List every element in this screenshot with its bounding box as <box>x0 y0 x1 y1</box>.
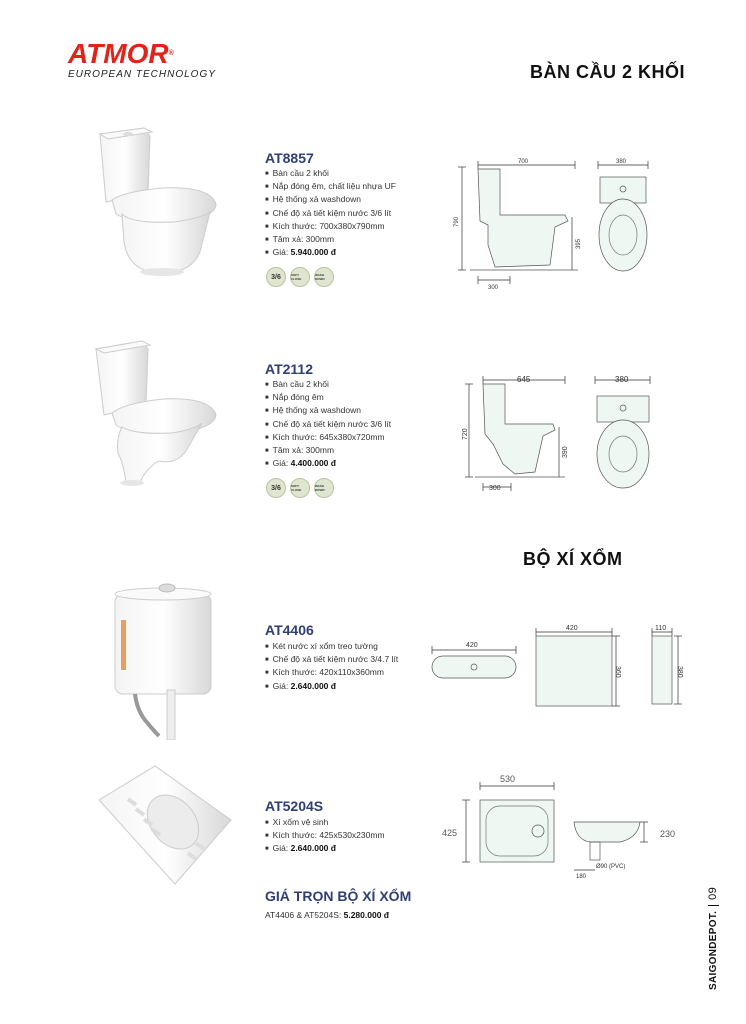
at2112-specs <box>265 379 391 471</box>
at5204s-code: AT5204S <box>265 798 324 814</box>
at4406-dim-depth: 110 <box>655 625 667 632</box>
wash-down-icon: WASH DOWN <box>314 267 334 287</box>
at4406-tank-image <box>105 580 215 740</box>
spec-item: ■ Chế độ xả tiết kiệm nước 3/4.7 lít <box>265 654 398 667</box>
spec-item: ■ Kích thước: 420x110x360mm <box>265 667 398 680</box>
spec-item: ■ Xí xổm vệ sinh <box>265 817 385 830</box>
at8857-dim-height: 790 <box>454 216 460 227</box>
at2112-dim-width: 645 <box>517 375 531 384</box>
spec-item: ■ Kích thước: 645x380x720mm <box>265 432 391 445</box>
at8857-dim-width: 700 <box>518 159 529 165</box>
combo-price-line: AT4406 & AT5204S: 5.280.000 đ <box>265 910 389 920</box>
spec-item: ■ Hệ thống xả washdown <box>265 194 396 207</box>
at8857-dimension-diagram <box>450 155 670 295</box>
spec-price: ■ Giá: 5.940.000 đ <box>265 247 396 260</box>
at8857-specs <box>265 168 396 260</box>
at8857-code: AT8857 <box>265 150 314 166</box>
spec-item: ■ Nắp đóng êm <box>265 392 391 405</box>
at8857-dim-outlet: 300 <box>488 285 499 291</box>
at5204s-dim-width: 425 <box>442 828 458 838</box>
footer-divider <box>708 905 719 906</box>
flush-3-6-icon: 3/6 <box>266 478 286 498</box>
at4406-dim-front-width: 420 <box>566 625 578 632</box>
spec-item: ■ Tâm xả: 300mm <box>265 445 391 458</box>
at2112-dim-outlet: 300 <box>489 485 501 492</box>
brand-logo <box>68 40 216 80</box>
at8857-dim-seat: 395 <box>576 238 582 249</box>
brand-name: ATMOR® <box>68 38 174 69</box>
at8857-dim-depth: 380 <box>616 159 627 165</box>
at5204s-dim-height: 230 <box>660 829 676 839</box>
spec-item: ■ Nắp đóng êm, chất liệu nhựa UF <box>265 181 396 194</box>
spec-price: ■ Giá: 2.640.000 đ <box>265 681 398 694</box>
at4406-dim-width: 420 <box>466 642 478 649</box>
flush-3-6-icon: 3/6 <box>266 267 286 287</box>
at5204s-dim-offset: 180 <box>576 874 587 880</box>
at5204s-dimension-diagram <box>440 770 690 882</box>
spec-price: ■ Giá: 4.400.000 đ <box>265 458 391 471</box>
spec-item: ■ Két nước xí xổm treo tường <box>265 641 398 654</box>
spec-item: ■ Kích thước: 425x530x230mm <box>265 830 385 843</box>
section-title-squat: BỘ XÍ XỔM <box>523 549 623 569</box>
at4406-specs <box>265 641 398 694</box>
at4406-code: AT4406 <box>265 622 314 638</box>
footer-site: SAIGONDEPOT. <box>708 910 719 990</box>
at4406-dim-side-height: 380 <box>676 666 683 678</box>
at2112-dimension-diagram <box>455 372 670 507</box>
spec-item: ■ Tâm xả: 300mm <box>265 234 396 247</box>
at2112-dim-depth: 380 <box>615 375 629 384</box>
at2112-dim-seat: 390 <box>562 446 569 458</box>
soft-close-icon: SOFT CLOSE <box>290 267 310 287</box>
at5204s-dim-length: 530 <box>500 774 516 784</box>
at5204s-dim-pipe: Ø90 (PVC) <box>596 864 626 870</box>
at2112-toilet-image <box>88 333 223 493</box>
at8857-badges <box>266 267 334 287</box>
combo-title: GIÁ TRỌN BỘ XÍ XỔM <box>265 888 412 904</box>
soft-close-icon: SOFT CLOSE <box>290 478 310 498</box>
at5204s-specs <box>265 817 385 857</box>
spec-item: ■ Bàn cầu 2 khối <box>265 168 396 181</box>
at2112-badges <box>266 478 334 498</box>
at4406-dim-height: 360 <box>614 666 621 678</box>
spec-item: ■ Bàn cầu 2 khối <box>265 379 391 392</box>
at2112-dim-height: 720 <box>462 428 469 440</box>
at2112-code: AT2112 <box>265 361 313 377</box>
spec-item: ■ Chế độ xả tiết kiệm nước 3/6 lít <box>265 419 391 432</box>
brand-tagline: EUROPEAN TECHNOLOGY <box>68 69 216 80</box>
wash-down-icon: WASH DOWN <box>314 478 334 498</box>
spec-item: ■ Kích thước: 700x380x790mm <box>265 221 396 234</box>
at8857-toilet-image <box>92 122 222 282</box>
spec-item: ■ Hệ thống xả washdown <box>265 405 391 418</box>
spec-item: ■ Chế độ xả tiết kiệm nước 3/6 lít <box>265 208 396 221</box>
footer-site-page <box>707 887 719 990</box>
at5204s-squat-toilet-image <box>95 760 235 890</box>
spec-price: ■ Giá: 2.640.000 đ <box>265 843 385 856</box>
section-title-two-piece: BÀN CẦU 2 KHỐI <box>530 62 686 82</box>
page-number: 09 <box>707 886 719 900</box>
at4406-dimension-diagram <box>428 620 698 710</box>
